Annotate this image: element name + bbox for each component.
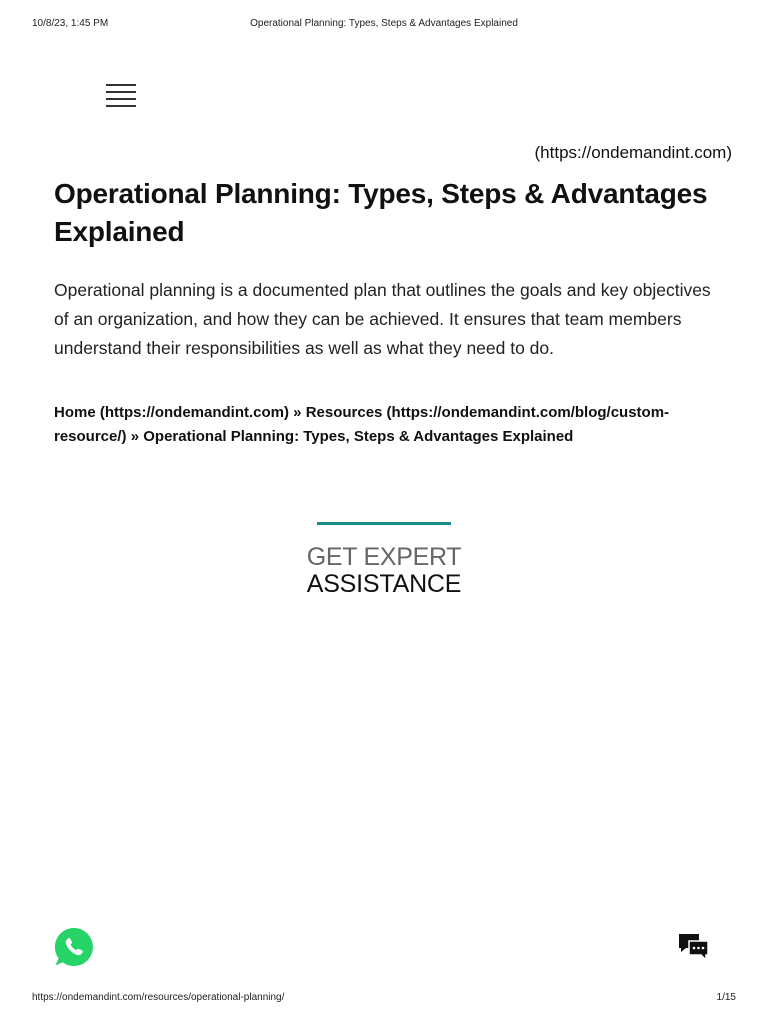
chat-bubbles-icon[interactable] — [677, 932, 711, 964]
breadcrumb-home-link[interactable]: Home (https://ondemandint.com) — [54, 404, 289, 421]
print-url: https://ondemandint.com/resources/operational-planning/ — [32, 992, 285, 1003]
article-intro: Operational planning is a documented plan that outlines the goals and key objectives of an organization, and how they can be achieved. It ensures that team members understand their responsibilities as well as what they need to do. — [54, 280, 711, 358]
whatsapp-icon[interactable] — [53, 926, 95, 968]
breadcrumb — [54, 401, 734, 448]
print-footer — [32, 992, 736, 1006]
print-page-number: 1/15 — [716, 992, 736, 1003]
breadcrumb-separator: » — [130, 427, 140, 445]
page-title: Operational Planning: Types, Steps & Advantages Explained — [54, 178, 708, 247]
print-header — [32, 18, 736, 32]
expert-heading-line1: GET EXPERT — [306, 543, 462, 571]
print-document-title: Operational Planning: Types, Steps & Advantages Explained — [250, 18, 518, 29]
hamburger-menu-icon[interactable] — [106, 82, 138, 112]
logo-link[interactable]: (https://ondemandint.com) — [534, 143, 732, 162]
breadcrumb-current: Operational Planning: Types, Steps & Advantages Explained — [143, 427, 574, 445]
print-date: 10/8/23, 1:45 PM — [32, 18, 109, 29]
expert-heading-line2: ASSISTANCE — [306, 570, 462, 598]
breadcrumb-separator: » — [293, 404, 302, 421]
expert-divider — [317, 522, 451, 525]
breadcrumb-resources-link[interactable]: Resources (https://ondemandint.com/blog/custom-resource/) — [54, 404, 670, 445]
